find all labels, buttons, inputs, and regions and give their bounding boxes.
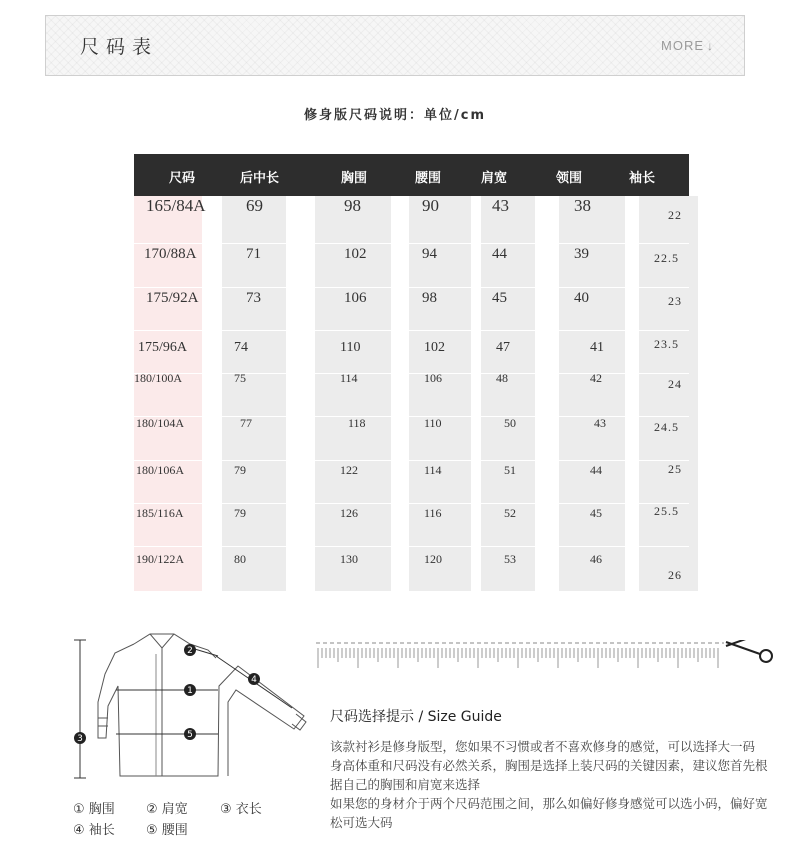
cell-neck: 46 xyxy=(590,552,602,566)
shirt-outline xyxy=(98,644,304,776)
legend-waist: ⑤ 腰围 xyxy=(146,823,188,838)
cell-shoulder: 44 xyxy=(492,246,507,262)
cell-length: 79 xyxy=(234,506,246,520)
column-header-size: 尺码 xyxy=(169,171,196,186)
marker-sleeve-label: 4 xyxy=(251,675,257,685)
marker-shoulder-label: 2 xyxy=(187,646,193,656)
cell-size: 190/122A xyxy=(136,552,184,566)
cell-chest: 130 xyxy=(340,552,358,566)
cell-length: 74 xyxy=(234,340,248,355)
cell-size: 170/88A xyxy=(144,246,197,262)
cell-chest: 102 xyxy=(344,246,367,262)
column-header-length: 后中长 xyxy=(240,171,280,186)
row-divider xyxy=(134,460,689,461)
cell-length: 71 xyxy=(246,246,261,262)
column-header-shoulder: 肩宽 xyxy=(481,171,508,186)
ruler-ticks xyxy=(318,648,718,668)
cell-sleeve: 25 xyxy=(668,462,682,476)
cell-sleeve: 22.5 xyxy=(654,251,679,265)
cell-waist: 90 xyxy=(422,196,439,215)
marker-length-label: 3 xyxy=(77,734,83,744)
more-link[interactable] xyxy=(661,38,714,53)
guide-paragraph: 如果您的身材介于两个尺码范围之间，那么如偏好修身感觉可以选小码，偏好宽松可选大码 xyxy=(330,796,768,830)
cell-neck: 39 xyxy=(574,246,589,262)
cell-sleeve: 23.5 xyxy=(654,337,679,351)
measuring-tape-decoration xyxy=(316,640,776,674)
legend-shoulder: ② 肩宽 xyxy=(146,802,188,817)
cell-size: 180/100A xyxy=(134,371,182,385)
cell-sleeve: 24.5 xyxy=(654,420,679,434)
legend-length: ③ 衣长 xyxy=(220,802,262,817)
cell-waist: 102 xyxy=(424,340,445,355)
neck-column-bg xyxy=(559,196,625,591)
cell-length: 73 xyxy=(246,290,261,306)
shoulder-column-bg xyxy=(481,196,535,591)
cell-sleeve: 23 xyxy=(668,294,682,308)
table-subtitle: 修身版尺码说明：单位/cm xyxy=(303,108,486,123)
cell-waist: 114 xyxy=(424,463,442,477)
cell-neck: 42 xyxy=(590,371,602,385)
cell-length: 75 xyxy=(234,371,246,385)
row-divider xyxy=(134,330,689,331)
diagram-legend xyxy=(73,798,313,838)
cell-waist: 98 xyxy=(422,290,437,306)
cell-waist: 106 xyxy=(424,371,442,385)
cell-length: 79 xyxy=(234,463,246,477)
shirt-measurement-diagram xyxy=(68,626,308,786)
cell-size: 180/104A xyxy=(136,416,184,430)
column-header-chest: 胸围 xyxy=(341,171,368,186)
page-title: 尺码表 xyxy=(80,36,159,58)
size-chart-header xyxy=(45,15,745,76)
cell-shoulder: 43 xyxy=(492,196,509,215)
marker-waist-label: 5 xyxy=(187,730,193,740)
cell-neck: 41 xyxy=(590,340,604,355)
cell-size: 175/96A xyxy=(138,340,187,355)
cell-chest: 98 xyxy=(344,196,361,215)
cell-shoulder: 52 xyxy=(504,506,516,520)
cell-sleeve: 25.5 xyxy=(654,504,679,518)
cell-neck: 38 xyxy=(574,196,591,215)
cell-neck: 40 xyxy=(574,290,589,306)
guide-paragraph: 该款衬衫是修身版型，您如果不习惯或者不喜欢修身的感觉，可以选择大一码 xyxy=(330,739,756,754)
cell-size: 165/84A xyxy=(146,196,206,215)
row-divider xyxy=(134,287,689,288)
legend-sleeve: ④ 袖长 xyxy=(73,823,115,838)
cell-shoulder: 53 xyxy=(504,552,516,566)
cell-neck: 45 xyxy=(590,506,602,520)
more-label: MORE xyxy=(661,38,704,53)
marker-chest-label: 1 xyxy=(187,686,193,696)
cell-length: 77 xyxy=(240,416,252,430)
cell-shoulder: 50 xyxy=(504,416,516,430)
waist-column-bg xyxy=(409,196,471,591)
legend-chest: ① 胸围 xyxy=(73,802,115,817)
cell-chest: 126 xyxy=(340,506,358,520)
arrow-down-icon: ↓ xyxy=(707,39,714,53)
size-guide-text xyxy=(330,737,775,832)
cell-size: 180/106A xyxy=(136,463,184,477)
cell-sleeve: 24 xyxy=(668,377,682,391)
cell-size: 185/116A xyxy=(136,506,184,520)
row-divider xyxy=(134,546,689,547)
column-header-sleeve: 袖长 xyxy=(629,171,656,186)
cell-shoulder: 51 xyxy=(504,463,516,477)
size-table xyxy=(134,154,689,591)
cell-shoulder: 45 xyxy=(492,290,507,306)
cell-length: 69 xyxy=(246,196,263,215)
table-header xyxy=(134,154,689,196)
cell-waist: 94 xyxy=(422,246,437,262)
cell-chest: 118 xyxy=(348,416,366,430)
cell-waist: 120 xyxy=(424,552,442,566)
size-guide-title: 尺码选择提示 / Size Guide xyxy=(330,709,502,725)
cell-sleeve: 22 xyxy=(668,208,682,222)
cell-chest: 110 xyxy=(340,340,361,355)
cell-size: 175/92A xyxy=(146,290,199,306)
column-header-neck: 领围 xyxy=(556,171,583,186)
cell-shoulder: 47 xyxy=(496,340,510,355)
cell-waist: 116 xyxy=(424,506,442,520)
cell-chest: 122 xyxy=(340,463,358,477)
row-divider xyxy=(134,243,689,244)
guide-paragraph: 身高体重和尺码没有必然关系，胸围是选择上装尺码的关键因素，建议您首先根据自己的胸围和肩宽来选择 xyxy=(330,758,768,792)
row-divider xyxy=(134,373,689,374)
cell-length: 80 xyxy=(234,552,246,566)
cell-chest: 114 xyxy=(340,371,358,385)
row-divider xyxy=(134,503,689,504)
cell-sleeve: 26 xyxy=(668,568,682,582)
cell-neck: 43 xyxy=(594,416,606,430)
cell-waist: 110 xyxy=(424,416,442,430)
cell-chest: 106 xyxy=(344,290,367,306)
column-header-waist: 腰围 xyxy=(415,171,442,186)
cell-shoulder: 48 xyxy=(496,371,508,385)
scissors-icon xyxy=(726,640,772,662)
cell-neck: 44 xyxy=(590,463,602,477)
